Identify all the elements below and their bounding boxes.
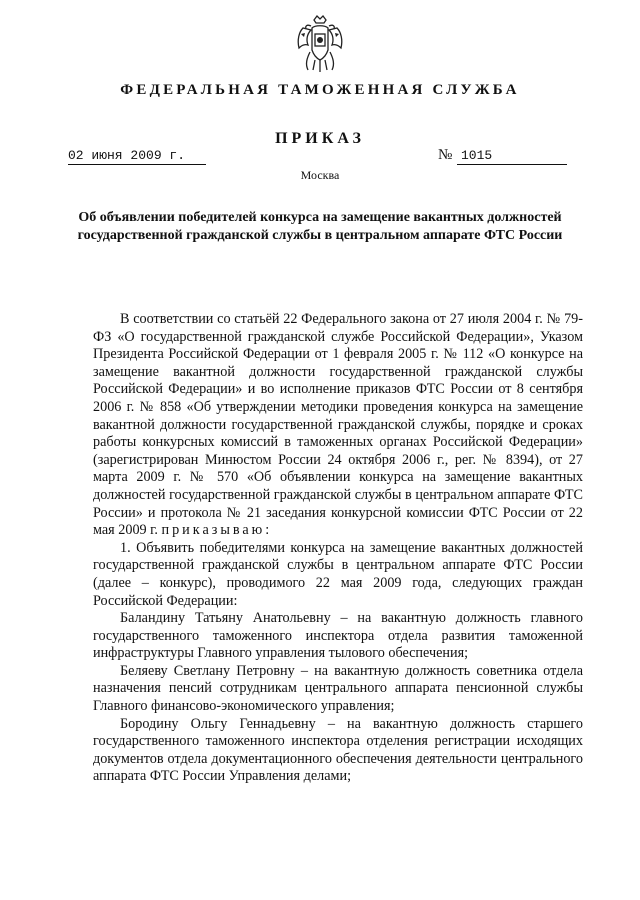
- winner-paragraph: Беляеву Светлану Петровну – на вакантную должность советника отдела назначения пенсий сотрудникам центрального аппарата пенсионной службы Главного финансово-экономического управления;: [93, 662, 583, 715]
- order-city: Москва: [300, 168, 340, 182]
- agency-name: ФЕДЕРАЛЬНАЯ ТАМОЖЕННАЯ СЛУЖБА: [120, 82, 520, 98]
- preamble-text: В соответствии со статьёй 22 Федерального закона от 27 июля 2004 г. № 79-ФЗ «О государственной гражданской службе Российской Федерации», Указом Президента Российской Федерации от 1 февраля 2005 г. № 112 «О конкурсе на замещение вакантной должности государственной гражданской службы Российской Федерации» и во исполнение приказов ФТС России от 8 сентября 2006 г. № 858 «Об утверждении методики проведения конкурса на замещение вакантной должности государственной гражданской службы, порядке и сроках работы конкурсных комиссий в таможенных органах Российской Федерации» (зарегистрирован Минюстом России 24 октября 2006 г., рег. № 8394), от 27 марта 2009 г. № 570 «Об объявлении конкурса на замещение вакантных должностей государственной гражданской службы в центральном аппарате ФТС России» и протокола № 21 заседания конкурсной комиссии ФТС России от 22 мая 2009 г.: [93, 311, 583, 539]
- order-number: 1015: [457, 148, 567, 165]
- double-headed-eagle-emblem-icon: [293, 14, 347, 74]
- order-number-label: №: [438, 147, 453, 163]
- winner-paragraph: Баландину Татьяну Анатольевну – на вакантную должность главного государственного таможенного инспектора отдела развития таможенной инфраструктуры Главного управления тылового обеспечения;: [93, 610, 583, 662]
- preamble-paragraph: [93, 311, 583, 540]
- order-date: 02 июня 2009 г.: [68, 148, 206, 165]
- winner-paragraph: Бородину Ольгу Геннадьевну – на вакантную должность старшего государственного таможенного инспектора отделения регистрации исходящих документов отдела документационного обеспечения деятельности центрального аппарата ФТС России Управления делами;: [93, 715, 583, 785]
- order-word: приказываю:: [161, 522, 273, 539]
- document-title: Об объявлении победителей конкурса на замещение вакантных должностей государственной гражданской службы в центральном аппарате ФТС России: [77, 210, 563, 243]
- document-body: [93, 311, 583, 786]
- document-type: ПРИКАЗ: [275, 130, 365, 147]
- item-1-paragraph: 1. Объявить победителями конкурса на замещение вакантных должностей государственной гражданской службы в центральном аппарате ФТС России (далее – конкурс), проводимого 22 мая 2009 года, следующих граждан Российской Федерации:: [93, 539, 583, 609]
